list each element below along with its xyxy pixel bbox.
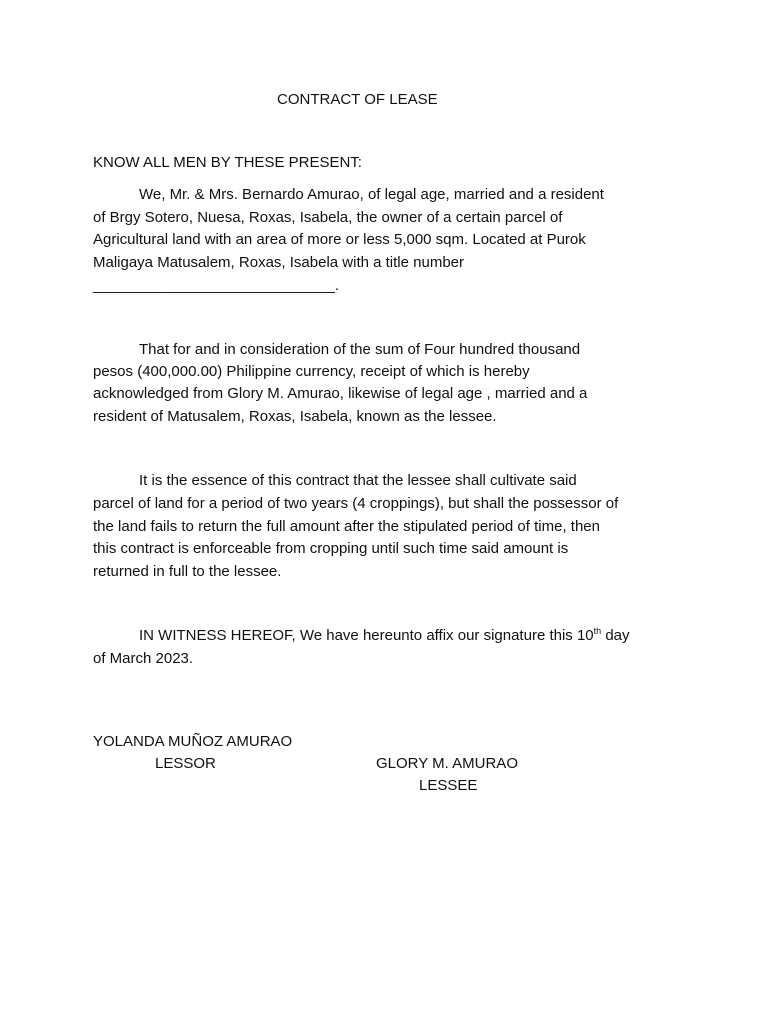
- ordinal-suffix: th: [593, 626, 602, 636]
- para1-line2: of Brgy Sotero, Nuesa, Roxas, Isabela, the owner of a certain parcel of: [93, 209, 563, 226]
- document-title: CONTRACT OF LEASE: [277, 91, 438, 108]
- lessee-name: GLORY M. AMURAO: [376, 755, 518, 772]
- para3-line1: It is the essence of this contract that the lessee shall cultivate said: [139, 472, 577, 489]
- para1-line1: We, Mr. & Mrs. Bernardo Amurao, of legal age, married and a resident: [139, 186, 604, 203]
- witness-line1: [139, 625, 630, 647]
- witness-text-end: day: [601, 627, 630, 644]
- lessee-role: LESSEE: [419, 777, 478, 794]
- para1-line4: Maligaya Matusalem, Roxas, Isabela with a title number: [93, 254, 465, 271]
- para3-line2: parcel of land for a period of two years (4 croppings), but shall the possessor of: [93, 495, 619, 512]
- para3-line4: this contract is enforceable from cropping until such time said amount is: [93, 540, 569, 557]
- salutation: KNOW ALL MEN BY THESE PRESENT:: [93, 154, 362, 171]
- para1-line3: Agricultural land with an area of more or less 5,000 sqm. Located at Purok: [93, 231, 586, 248]
- para2-line1: That for and in consideration of the sum of Four hundred thousand: [139, 341, 581, 358]
- para2-line3: acknowledged from Glory M. Amurao, likewise of legal age , married and a: [93, 385, 588, 402]
- lessor-name: YOLANDA MUÑOZ AMURAO: [93, 733, 293, 750]
- para3-line3: the land fails to return the full amount after the stipulated period of time, then: [93, 518, 600, 535]
- witness-line2: of March 2023.: [93, 650, 194, 667]
- para3-line5: returned in full to the lessee.: [93, 563, 282, 580]
- lessor-role: LESSOR: [155, 755, 216, 772]
- title-number-blank: _____________________________.: [93, 277, 340, 294]
- para2-line4: resident of Matusalem, Roxas, Isabela, known as the lessee.: [93, 408, 497, 425]
- witness-text: IN WITNESS HEREOF, We have hereunto affix our signature this 10: [139, 627, 594, 644]
- para2-line2: pesos (400,000.00) Philippine currency, receipt of which is hereby: [93, 363, 530, 380]
